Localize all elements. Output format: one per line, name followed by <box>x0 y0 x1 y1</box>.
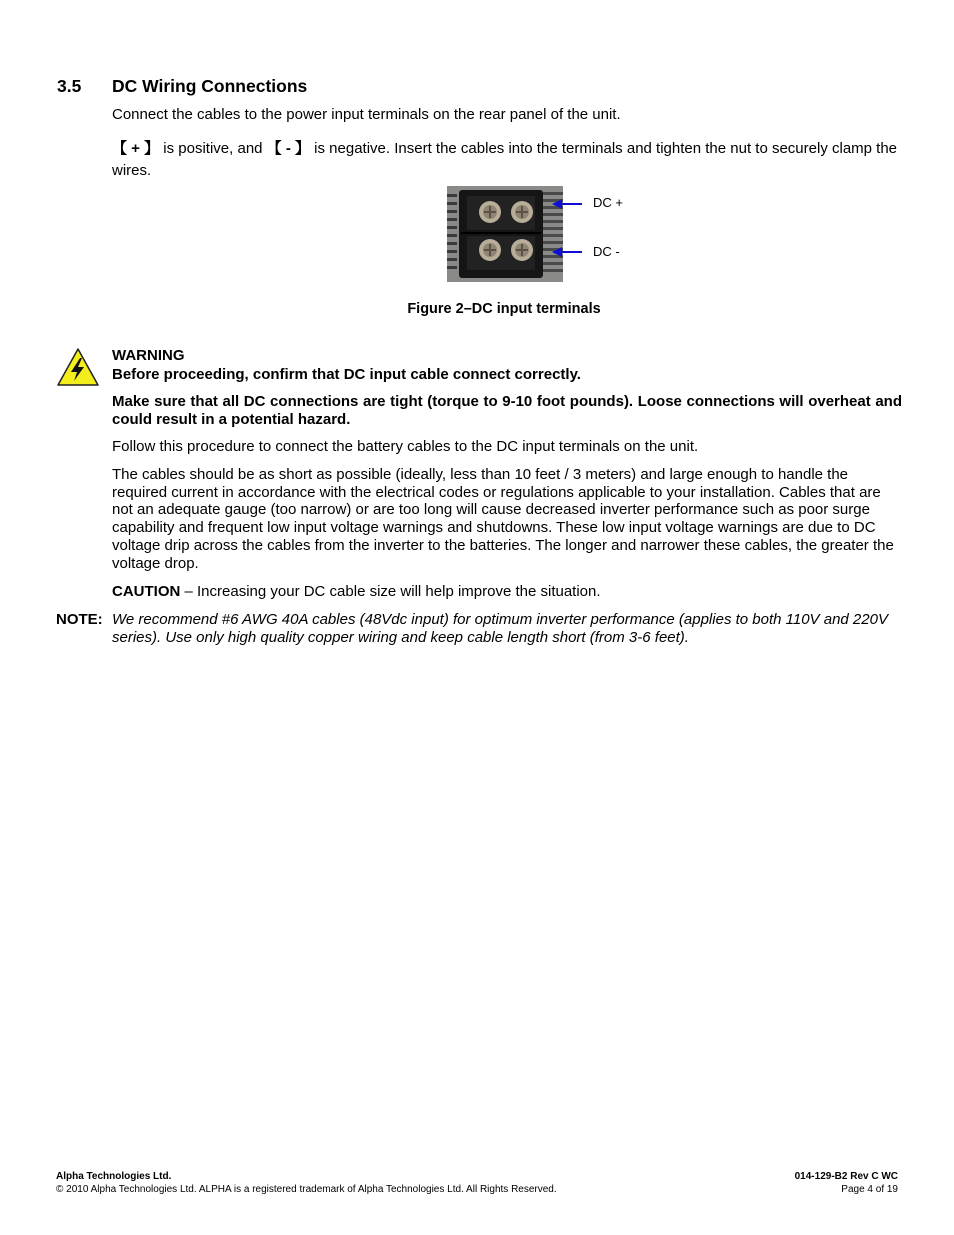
footer-copyright: © 2010 Alpha Technologies Ltd. ALPHA is a registered trademark of Alpha Technologies Ltd. All Rights Reserved. <box>56 1184 557 1195</box>
footer-company: Alpha Technologies Ltd. <box>56 1171 172 1182</box>
caution-label: CAUTION <box>112 583 181 600</box>
cables-paragraph: The cables should be as short as possible (ideally, less than 10 feet / 3 meters) and large enough to handle the required current in accordance with the electrical codes or regulations applicable to your installation. Cables that are not an adequate gauge (too narrow) or are too long will cause decreased inverter performance such as poor surge capability and frequent low input voltage warnings and shutdowns. These low input voltage warnings are due to DC voltage drip across the cables from the inverter to the batteries. The longer and narrower these cables, the greater the voltage drop. <box>112 466 894 572</box>
dc-plus-label: DC + <box>593 195 623 210</box>
polarity-minus: 【 - 】 <box>266 140 311 157</box>
caution-text: – Increasing your DC cable size will help improve the situation. <box>180 583 601 600</box>
polarity-arrows <box>550 196 586 260</box>
polarity-paragraph <box>112 138 902 182</box>
arrow-minus-icon <box>552 247 582 257</box>
dc-terminal-image <box>447 186 563 282</box>
dc-minus-label: DC - <box>593 244 620 259</box>
note-text: We recommend #6 AWG 40A cables (48Vdc input) for optimum inverter performance (applies to both 110V and 220V series). Use only high quality copper wiring and keep cable length short (from 3-6 feet). <box>112 611 888 646</box>
polarity-rest: is negative. Insert the cables into the terminals and tighten the nut to securely clamp the wires. <box>112 140 898 179</box>
section-number: 3.5 <box>57 76 82 96</box>
arrow-plus-icon <box>552 199 582 209</box>
lightning-warning-icon <box>56 347 100 387</box>
polarity-plus: 【 + 】 <box>112 140 160 157</box>
footer-doc-id: 014-129-B2 Rev C WC <box>794 1171 898 1182</box>
procedure-paragraph: Follow this procedure to connect the battery cables to the DC input terminals on the unit. <box>112 438 699 455</box>
polarity-mid: is positive, and <box>159 140 267 157</box>
warning-line-1: Before proceeding, confirm that DC input cable connect correctly. <box>112 366 581 383</box>
caution-paragraph <box>112 583 902 601</box>
section-title: DC Wiring Connections <box>112 76 308 96</box>
connect-paragraph: Connect the cables to the power input terminals on the rear panel of the unit. <box>112 106 621 123</box>
dc-terminal-photo <box>447 186 563 282</box>
note-label: NOTE: <box>56 611 103 628</box>
figure-caption: Figure 2–DC input terminals <box>407 301 601 317</box>
warning-heading: WARNING <box>112 347 185 364</box>
footer-page-number: Page 4 of 19 <box>841 1184 898 1195</box>
warning-line-2: Make sure that all DC connections are tight (torque to 9-10 foot pounds). Loose connections will overheat and could result in a potential hazard. <box>112 393 902 428</box>
